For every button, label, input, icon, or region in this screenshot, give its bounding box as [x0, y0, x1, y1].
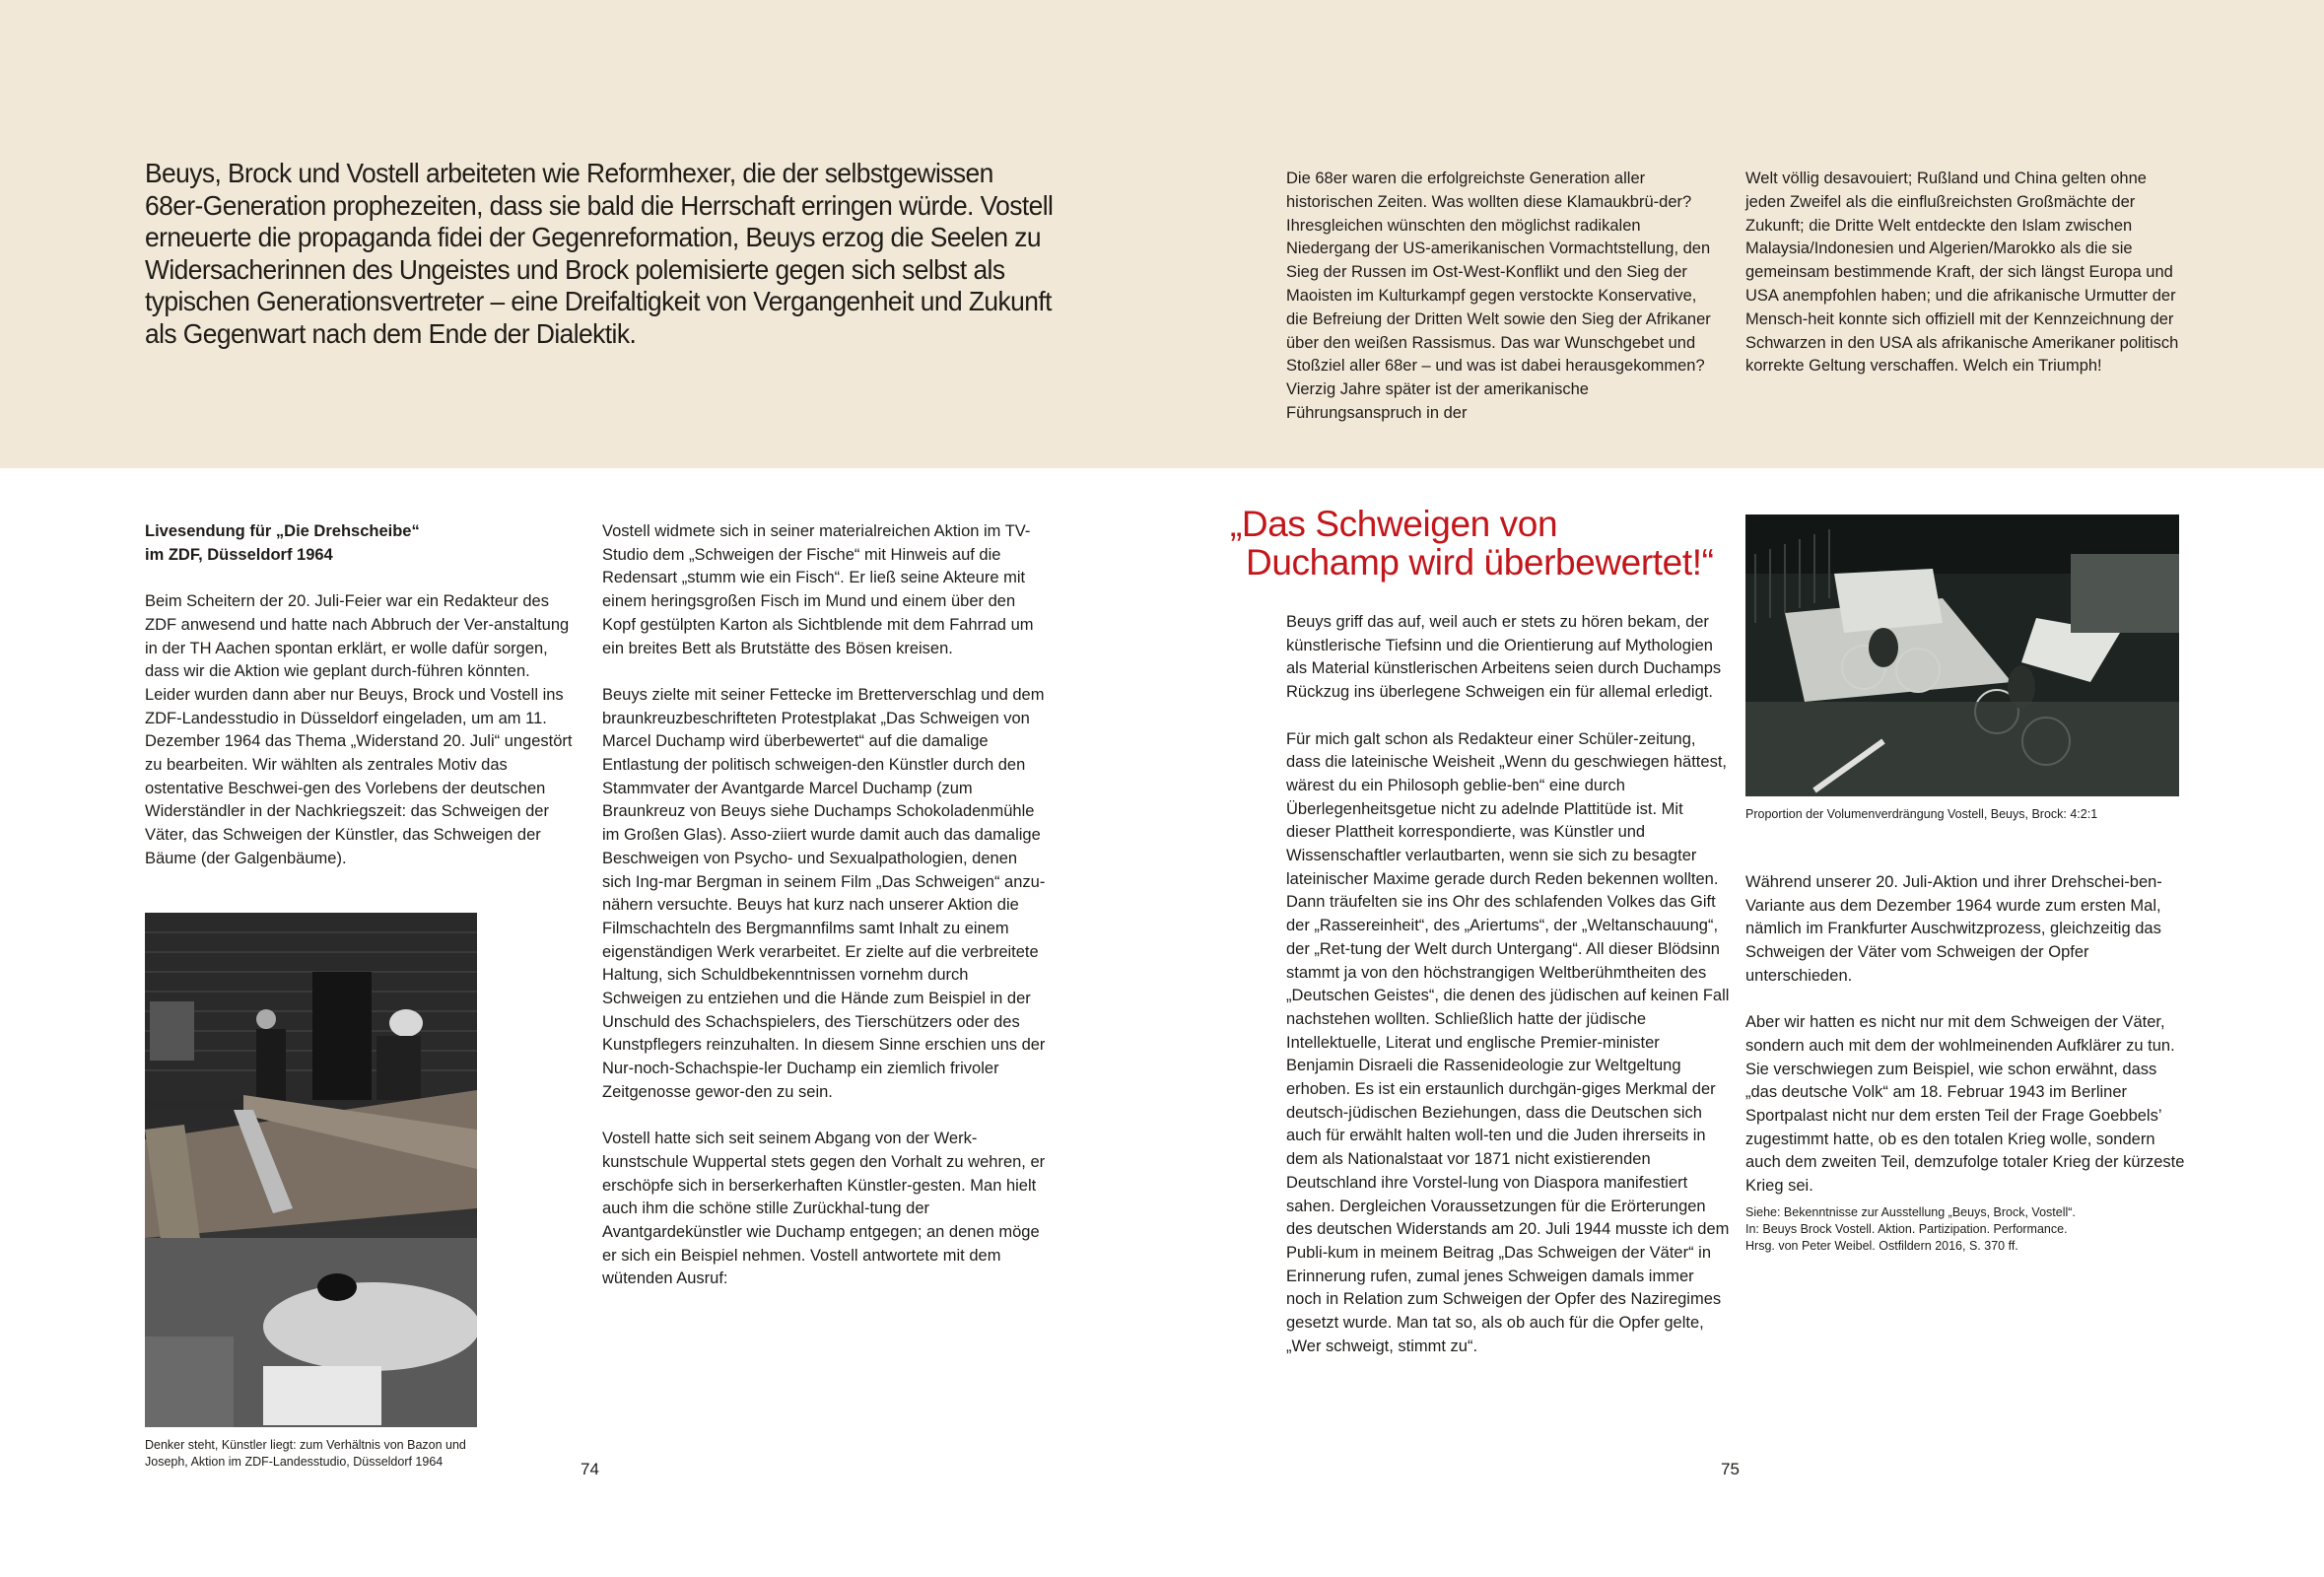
pull-quote	[1230, 505, 1743, 582]
section-heading	[145, 520, 579, 567]
paragraph: Beuys zielte mit seiner Fettecke im Bretterverschlag und dem braunkreuzbeschrifteten Protestplakat „Das Schweigen von Marcel Duchamp wird überbewertet“ auf die damalige Entlastung der politisch schweigen-den Künstler durch den Stammvater der Avantgarde Marcel Duchamp (zum Braunkreuz von Beuys siehe Duchamps Schokoladenmühle im Großen Glas). Asso-ziiert wurde damit auch das damalige Beschweigen von Psycho- und Sexualpathologien, denen sich Ing-mar Bergman in seinem Film „Das Schweigen“ anzu-nähern versuchte. Beuys hat kurz nach unserer Aktion die Filmschachteln des Bergmannfilms samt Inhalt zu einem eigenständigen Werk verarbeitet. Er zielte auf die verbreitete Haltung, sich Schuldbekenntnissen vornehm durch Schweigen zu entziehen und die Hände zum Beispiel in der Unschuld des Schachspielers, des Tierschützers oder des Kunstpflegers reinzuhalten. In diesem Sinne erschien uns der Nur-noch-Schachspie-ler Duchamp ein ziemlich frivoler Zeitgenosse gewor-den zu sein.	[602, 685, 1046, 1101]
pull-quote-line-2: Duchamp wird überbewertet!“	[1246, 542, 1714, 583]
top-column-2-text: Welt völlig desavouiert; Rußland und China gelten ohne jeden Zweifel als die einflußreichsten Großmächte der Zukunft; die Dritte Welt entdeckte den Islam zwischen Malaysia/Indonesien und Algerien/Marokko als die sie gemeinsam bestimmende Kraft, der sich längst Europa und USA anempfohlen haben; und die afrikanische Urmutter der Mensch-heit konnte sich offiziell mit der Kennzeichnung der Schwarzen in den USA als afrikanische Amerikaner politisch korrekte Geltung verschaffen. Welch ein Triumph!	[1745, 170, 2179, 376]
page-number-right: 75	[1721, 1460, 1740, 1478]
paragraph: Für mich galt schon als Redakteur einer Schüler-zeitung, dass die lateinische Weisheit „Wenn du geschwiegen hättest, wärest du ein Philosoph geblie-ben“ eine durch Überlegenheitsgetue nicht zu adelnde Plattitüde ist. Mit dieser Plattheit korrespondierte, was Künstler und Wissenschaftler verlautbarten, wenn sie sich zu besagter lateinischer Maxime gerade durch Reden bekennen wollten. Dann träufelten sie ins Ohr des schlafenden Volkes das Gift der „Rassereinheit“, des „Ariertums“, der „Weltanschauung“, der „Ret-tung der Welt durch Untergang“. All dieser Blödsinn stammt ja von den höchstrangigen Weltberühmtheiten des „Deutschen Geistes“, die denen des jüdischen auf keinen Fall nachstehen wollten. Schließlich hatte der jüdische Intellektuelle, Literat und englische Premier-minister Benjamin Disraeli die Rassenideologie zur Weltgeltung erhoben. Es ist ein erstaunlich durchgän-giges Merkmal der deutsch-jüdischen Beziehungen, dass die Deutschen sich auch für erwählt halten woll-ten und die Juden ihrerseits in dem als Nationalstaat vor 1871 nicht existierenden Deutschland ihre Vorstel-lung von Diaspora manifestiert sahen. Dergleichen Voraussetzungen für die Erörterungen des deutschen Widerstands am 20. Juli 1944 musste ich dem Publi-kum in meinem Beitrag „Das Schweigen der Väter“ in Erinnerung rufen, zumal jenes Schweigen damals immer noch in Relation zum Schweigen der Opfer des Naziregimes gesetzt wurde. Man tat so, als ob auch für die Opfer gelte, „Wer schweigt, stimmt zu“.	[1286, 729, 1730, 1355]
photo-caption-right: Proportion der Volumenverdrängung Vostell, Beuys, Brock: 4:2:1	[1745, 807, 2098, 821]
paragraph: Vostell hatte sich seit seinem Abgang von der Werk-kunstschule Wuppertal stets gegen den Vorhalt zu wehren, er erschöpfe sich in berserkerhaften Künstler-gesten. Man hielt auch ihm die schöne stille Zurückhal-tung der Avantgardekünstler wie Duchamp entgegen; an denen möge er sich ein Beispiel nehmen. Vostell antwortete mit dem wütenden Ausruf:	[602, 1130, 1046, 1288]
top-column-2	[1745, 168, 2179, 378]
footnote-line: In: Beuys Brock Vostell. Aktion. Partizipation. Performance.	[1745, 1222, 2068, 1236]
paragraph: Aber wir hatten es nicht nur mit dem Schweigen der Väter, sondern auch mit dem der wohlmeinenden Aufklärer zu tun. Sie verschwiegen zum Beispiel, wie schon erwähnt, dass „das deutsche Volk“ am 18. Februar 1943 im Berliner Sportpalast nicht nur dem ersten Teil der Frage Goebbels’ zugestimmt hatte, ob es den totalen Krieg wolle, sondern auch dem zweiten Teil, demzufolge totaler Krieg der kürzeste Krieg sei.	[1745, 1013, 2185, 1196]
paragraph: Beuys griff das auf, weil auch er stets zu hören bekam, der künstlerische Tiefsinn und die Orientierung auf Mythologien als Material künstlerischen Arbeitens seien durch Duchamps Rückzug ins überlegene Schweigen ein für allemal erledigt.	[1286, 613, 1722, 702]
top-column-1	[1286, 168, 1720, 426]
right-page-column-1	[1286, 611, 1730, 1358]
left-page-column-1	[145, 520, 579, 871]
page-number-left: 74	[581, 1460, 599, 1478]
bw-photo-illustration	[145, 913, 477, 1427]
paragraph: Vostell widmete sich in seiner materialreichen Aktion im TV-Studio dem „Schweigen der Fische“ mit Hinweis auf die Redensart „stumm wie ein Fisch“. Er ließ seine Akteure mit einem heringsgroßen Fisch im Mund und einem über den Kopf gestülpten Karton als Sichtblende mit dem Fahrrad um ein breites Bett als Brutstätte des Bösen kreisen.	[602, 522, 1034, 657]
lead-paragraph	[145, 158, 1052, 350]
top-column-1-text: Die 68er waren die erfolgreichste Generation aller historischen Zeiten. Was wollten diese Klamaukbrü-der? Ihresgleichen wünschten den möglichst radikalen Niedergang der US-amerikanischen Vormachtstellung, den Sieg der Russen im Ost-West-Konflikt und den Sieg der Maoisten im Kulturkampf gegen verstockte Konservative, die Befreiung der Dritten Welt sowie den Sieg der Afrikaner über den weißen Rassismus. Das war Wunschgebet und Stoßziel aller 68er – und was ist dabei herausgekommen? Vierzig Jahre später ist der amerikanische Führungsanspruch in der	[1286, 170, 1711, 422]
photo-zdf-studio-action	[145, 913, 477, 1427]
photo-caption-left: Denker steht, Künstler liegt: zum Verhältnis von Bazon und Joseph, Aktion im ZDF-Landesstudio, Düsseldorf 1964	[145, 1438, 466, 1469]
footnote	[1745, 1204, 2189, 1255]
paragraph: Während unserer 20. Juli-Aktion und ihrer Drehschei-ben-Variante aus dem Dezember 1964 wurde zum ersten Mal, nämlich im Frankfurter Auschwitzprozess, gleichzeitig das Schweigen der Väter vom Schweigen der Opfer unterschieden.	[1745, 873, 2162, 985]
right-page-column-2	[1745, 871, 2189, 1199]
pull-quote-line-1: „Das Schweigen von	[1230, 504, 1558, 544]
section-heading-line-2: im ZDF, Düsseldorf 1964	[145, 545, 333, 564]
lead-text: Beuys, Brock und Vostell arbeiteten wie Reformhexer, die der selbstgewissen 68er-Generation prophezeiten, dass sie bald die Herrschaft erringen würde. Vostell erneuerte die propaganda fidei der Gegenreformation, Beuys erzog die Seelen zu Widersacherinnen des Ungeistes und Brock polemisierte gegen sich selbst als typischen Generationsvertreter – eine Dreifaltigkeit von Vergangenheit und Zukunft als Gegenwart nach dem Ende der Dialektik.	[145, 158, 1054, 349]
photo-bicycle-action	[1745, 514, 2179, 796]
left-page-column-2	[602, 520, 1046, 1291]
footnote-line: Hrsg. von Peter Weibel. Ostfildern 2016, S. 370 ff.	[1745, 1239, 2018, 1253]
bw-photo-illustration	[1745, 514, 2179, 796]
paragraph: Beim Scheitern der 20. Juli-Feier war ein Redakteur des ZDF anwesend und hatte nach Abbruch der Ver-anstaltung in der TH Aachen spontan erklärt, er wolle dafür sorgen, dass wir die Aktion wie geplant durch-führen könnten. Leider wurden dann aber nur Beuys, Brock und Vostell ins ZDF-Landesstudio in Düsseldorf eingeladen, um am 11. Dezember 1964 das Thema „Widerstand 20. Juli“ ungestört zu bearbeiten. Wir wählten als zentrales Motiv das ostentative Beschwei-gen des Vorlebens der deutschen Widerständler in der Nachkriegszeit: das Schweigen der Väter, das Schweigen der Künstler, das Schweigen der Bäume (der Galgenbäume).	[145, 592, 573, 867]
footnote-line: Siehe: Bekenntnisse zur Ausstellung „Beuys, Brock, Vostell“.	[1745, 1205, 2076, 1219]
section-heading-line-1: Livesendung für „Die Drehscheibe“	[145, 522, 420, 540]
